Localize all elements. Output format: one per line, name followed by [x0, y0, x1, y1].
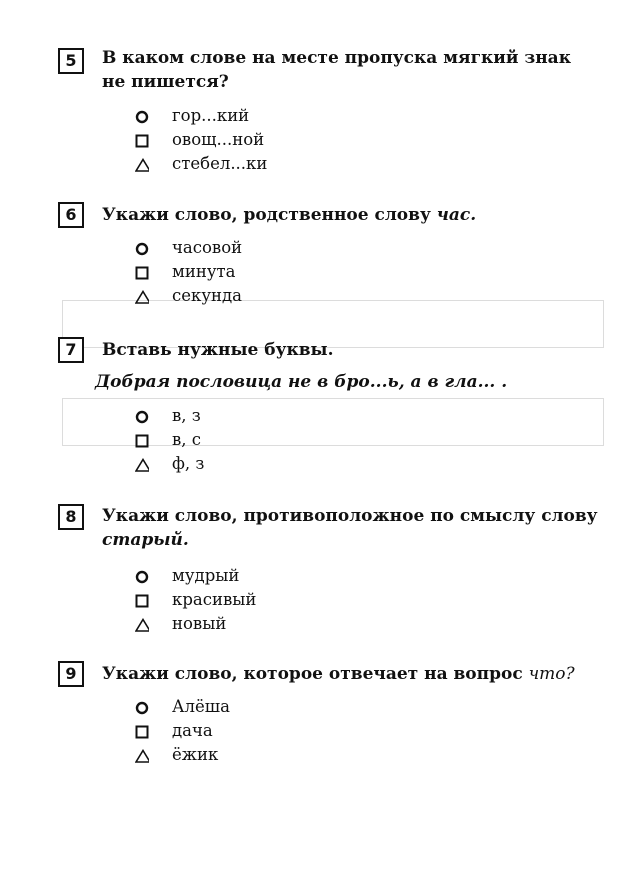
option-label: овощ...ной	[172, 130, 265, 149]
option-label: в, з	[172, 406, 201, 425]
square-icon[interactable]	[135, 725, 149, 739]
option-label: часовой	[172, 238, 243, 257]
question-text-plain: Укажи слово, родственное слову	[102, 205, 437, 225]
question-number-7: 7	[58, 337, 84, 363]
square-icon[interactable]	[135, 134, 149, 148]
option-label: Алёша	[172, 697, 230, 716]
question-number-9: 9	[58, 661, 84, 687]
square-icon[interactable]	[135, 594, 149, 608]
option-label: стебел...ки	[172, 154, 268, 173]
circle-icon[interactable]	[135, 110, 149, 124]
square-icon[interactable]	[135, 434, 149, 448]
circle-icon[interactable]	[135, 570, 149, 584]
option-label: новый	[172, 614, 227, 633]
circle-icon[interactable]	[135, 701, 149, 715]
question-text-6	[102, 203, 602, 227]
triangle-icon[interactable]	[135, 618, 149, 632]
question-text-keyword: час.	[436, 205, 477, 225]
question-text-plain: Укажи слово, которое отвечает на вопрос	[102, 664, 529, 684]
triangle-icon[interactable]	[135, 290, 149, 304]
triangle-icon[interactable]	[135, 749, 149, 763]
triangle-icon[interactable]	[135, 458, 149, 472]
question-number-5: 5	[58, 48, 84, 74]
option-label: красивый	[172, 590, 257, 609]
option-label: ёжик	[172, 745, 219, 764]
question-text-9	[102, 662, 602, 686]
option-label: ф, з	[172, 454, 205, 473]
option-label: секунда	[172, 286, 243, 305]
triangle-icon[interactable]	[135, 158, 149, 172]
option-label: гор...кий	[172, 106, 250, 125]
question-number-8: 8	[58, 504, 84, 530]
option-label: минута	[172, 262, 236, 281]
question-text-7: Вставь нужные буквы.	[102, 340, 334, 360]
proverb-text: Добрая пословица не в бро...ь, а в гла... .	[95, 372, 508, 392]
circle-icon[interactable]	[135, 410, 149, 424]
circle-icon[interactable]	[135, 242, 149, 256]
question-text-plain: Укажи слово, противоположное по смыслу слову	[102, 506, 598, 526]
question-text-keyword: старый.	[102, 530, 189, 550]
question-text-8	[102, 504, 602, 552]
question-number-6: 6	[58, 202, 84, 228]
question-text-keyword: что?	[528, 664, 575, 684]
option-label: в, с	[172, 430, 202, 449]
square-icon[interactable]	[135, 266, 149, 280]
option-label: мудрый	[172, 566, 240, 585]
option-label: дача	[172, 721, 213, 740]
question-text-5: В каком слове на месте пропуска мягкий знак не пишется?	[102, 48, 571, 92]
